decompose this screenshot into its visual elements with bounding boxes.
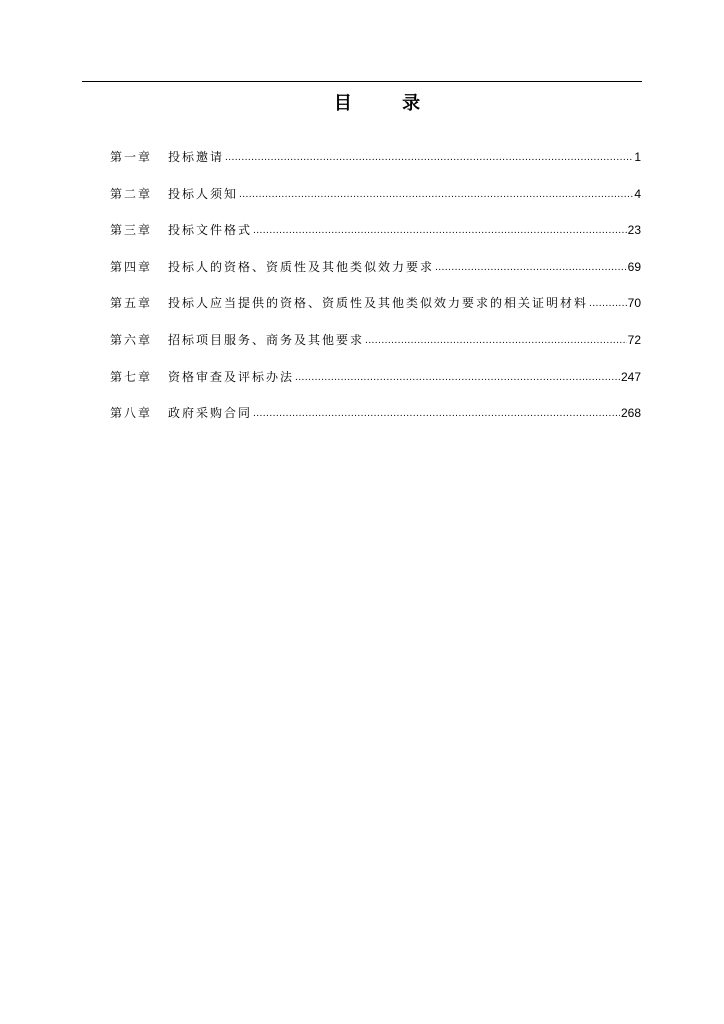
toc-entry[interactable] [110,221,641,258]
toc-entry[interactable] [110,294,641,331]
toc-entry-title: 资格审查及评标办法 [168,369,295,384]
toc-page-number: 72 [627,332,641,347]
page-title: 目 录 [333,93,443,114]
toc-entry[interactable] [110,404,641,441]
toc-entry[interactable] [110,368,641,405]
toc-chapter-number: 第二章 [110,186,153,201]
toc-chapter-number: 第七章 [110,369,153,384]
toc-entry-title: 投标人应当提供的资格、资质性及其他类似效力要求的相关证明材料 [168,296,589,311]
header-rule [82,81,642,82]
toc-entry-title: 政府采购合同 [168,406,253,421]
toc-dot-leader [239,186,633,200]
toc-chapter-number: 第八章 [110,406,153,421]
toc-entry[interactable] [110,185,641,222]
toc-chapter-number: 第三章 [110,223,153,238]
toc-page-number: 268 [620,406,641,421]
toc-page-number: 69 [627,259,641,274]
toc-chapter-number: 第六章 [110,332,153,347]
toc-page-number: 23 [627,223,641,238]
toc-dot-leader [253,405,620,419]
toc-page-number: 70 [627,296,641,311]
toc-entry-title: 投标邀请 [168,150,225,164]
toc-chapter-number: 第五章 [110,296,153,311]
toc-dot-leader [589,295,627,309]
toc-dot-leader [435,259,627,273]
table-of-contents [110,148,641,441]
toc-entry-title: 投标文件格式 [168,223,253,238]
toc-entry-title: 投标人须知 [168,186,239,201]
toc-dot-leader [253,222,627,236]
toc-chapter-number: 第四章 [110,259,153,274]
toc-page-number: 4 [634,186,641,201]
toc-entry[interactable] [110,331,641,368]
toc-dot-leader [225,149,633,163]
toc-dot-leader [365,332,627,346]
toc-dot-leader [295,369,620,383]
toc-entry[interactable] [110,148,641,185]
toc-entry[interactable] [110,258,641,295]
toc-page-number: 1 [634,150,641,164]
toc-entry-title: 投标人的资格、资质性及其他类似效力要求 [168,259,435,274]
toc-page-number: 247 [620,369,641,384]
toc-entry-title: 招标项目服务、商务及其他要求 [168,332,365,347]
toc-chapter-number: 第一章 [110,150,153,164]
